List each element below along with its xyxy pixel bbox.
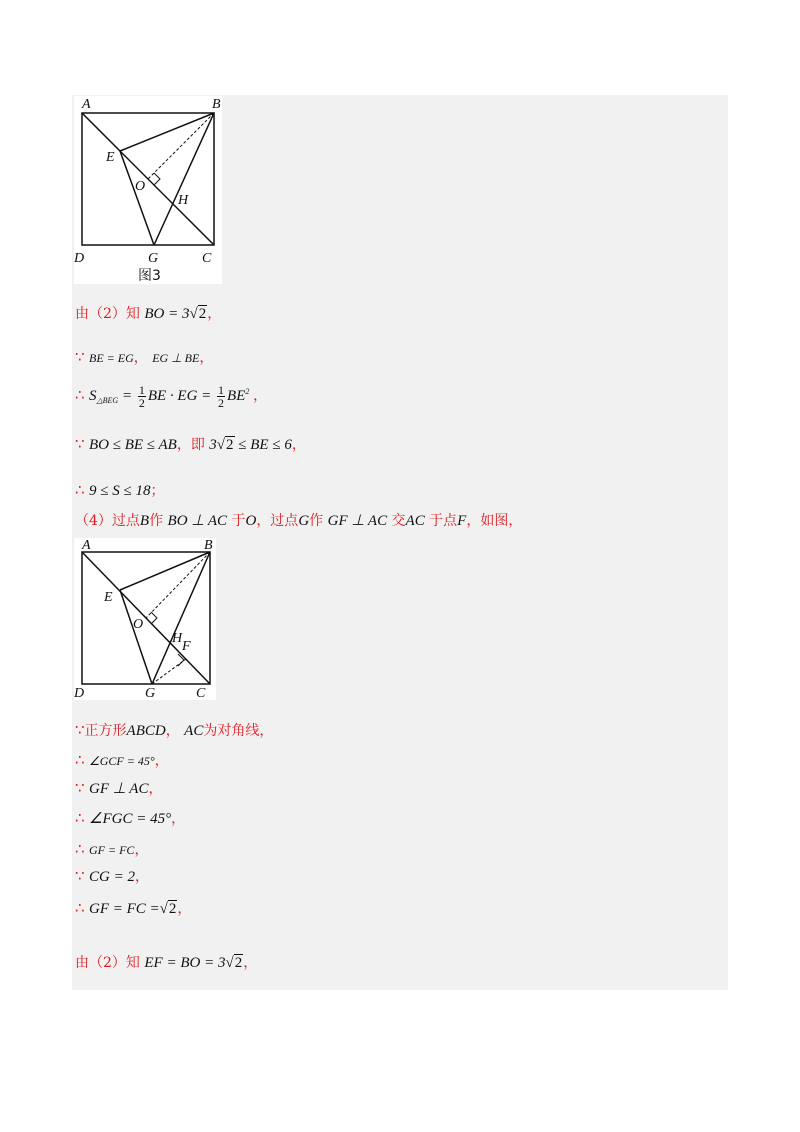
line-4: ∵ BO ≤ BE ≤ AB，即 3√2 ≤ BE ≤ 6， xyxy=(75,435,306,453)
area-formula: $S_{\triangle BEG}$ = $\frac{1}{2}$ BE · EG = $\frac{1}{2}$ $BE^2$ xyxy=(89,383,250,410)
because-symbol: ∵ xyxy=(75,348,85,366)
line-6: （4）过点B作 BO ⊥ AC 于O，过点G作 GF ⊥ AC 交AC 于点F，如图， xyxy=(75,513,523,529)
line-7: ∵正方形ABCD， AC为对角线， xyxy=(75,721,274,739)
line-14: 由（2）知 EF = BO = 3√2， xyxy=(75,955,258,971)
figure-3-diagram xyxy=(74,96,222,284)
right-angle-mark-o xyxy=(151,612,157,624)
math: 9 ≤ S ≤ 18 xyxy=(89,483,151,499)
label-o: O xyxy=(135,179,146,194)
therefore-symbol: ∴ xyxy=(75,385,85,404)
label-c: C xyxy=(202,251,212,266)
figure-4-diagram xyxy=(74,538,216,700)
math: BO = 3√2 xyxy=(144,306,207,322)
label-g: G xyxy=(145,686,156,700)
line-2: ∵ BE = EG， EG ⊥ BE， xyxy=(75,348,214,366)
text: ， xyxy=(207,306,222,322)
dashed-bo xyxy=(148,113,214,179)
line-3: ∴ $S_{\triangle BEG}$ = $\frac{1}{2}$ BE · EG = $\frac{1}{2}$ $BE^2$ ， xyxy=(75,383,268,410)
line-11: ∴ GF = FC， xyxy=(75,840,149,858)
figure-caption: 图3 xyxy=(138,268,161,284)
line-10: ∴ ∠FGC = 45°， xyxy=(75,809,186,827)
math: GF = FC =√2 xyxy=(89,901,177,917)
label-d: D xyxy=(74,686,85,700)
figure-4 xyxy=(74,538,216,700)
label-h: H xyxy=(172,631,183,646)
label-a: A xyxy=(82,97,91,112)
math: BE = EG xyxy=(89,351,134,365)
label-h: H xyxy=(178,193,189,208)
figure-3 xyxy=(74,96,222,284)
diagonal-ac xyxy=(82,113,214,245)
right-angle-mark xyxy=(154,173,160,185)
dashed-bo xyxy=(146,552,210,618)
segment-eg xyxy=(120,590,152,684)
math: EF = BO = 3√2 xyxy=(144,955,243,971)
segment-eg xyxy=(120,151,154,245)
label-d: D xyxy=(74,251,85,266)
label-e: E xyxy=(106,150,115,165)
because-symbol: ∵ xyxy=(75,435,85,453)
segment-bg xyxy=(154,113,214,245)
segment-bg xyxy=(152,552,210,684)
label-e: E xyxy=(104,590,113,605)
label-b: B xyxy=(204,538,213,553)
text: 由（2）知 xyxy=(75,306,140,322)
line-1 xyxy=(75,303,221,323)
label-f: F xyxy=(182,639,191,654)
line-5: ∴ 9 ≤ S ≤ 18； xyxy=(75,481,165,499)
label-a: A xyxy=(82,538,91,553)
label-o: O xyxy=(133,617,144,632)
label-g: G xyxy=(148,251,159,266)
math: BO ≤ BE ≤ AB xyxy=(89,437,177,453)
therefore-symbol: ∴ xyxy=(75,481,85,499)
math: EG ⊥ BE xyxy=(152,351,200,365)
math: 3√2 ≤ BE ≤ 6 xyxy=(209,437,292,453)
line-9: ∵ GF ⊥ AC， xyxy=(75,779,163,797)
line-8: ∴ ∠GCF = 45°， xyxy=(75,751,169,769)
label-b: B xyxy=(212,97,221,112)
line-13: ∴ GF = FC =√2， xyxy=(75,899,192,917)
label-c: C xyxy=(196,686,206,700)
line-12: ∵ CG = 2， xyxy=(75,867,149,885)
